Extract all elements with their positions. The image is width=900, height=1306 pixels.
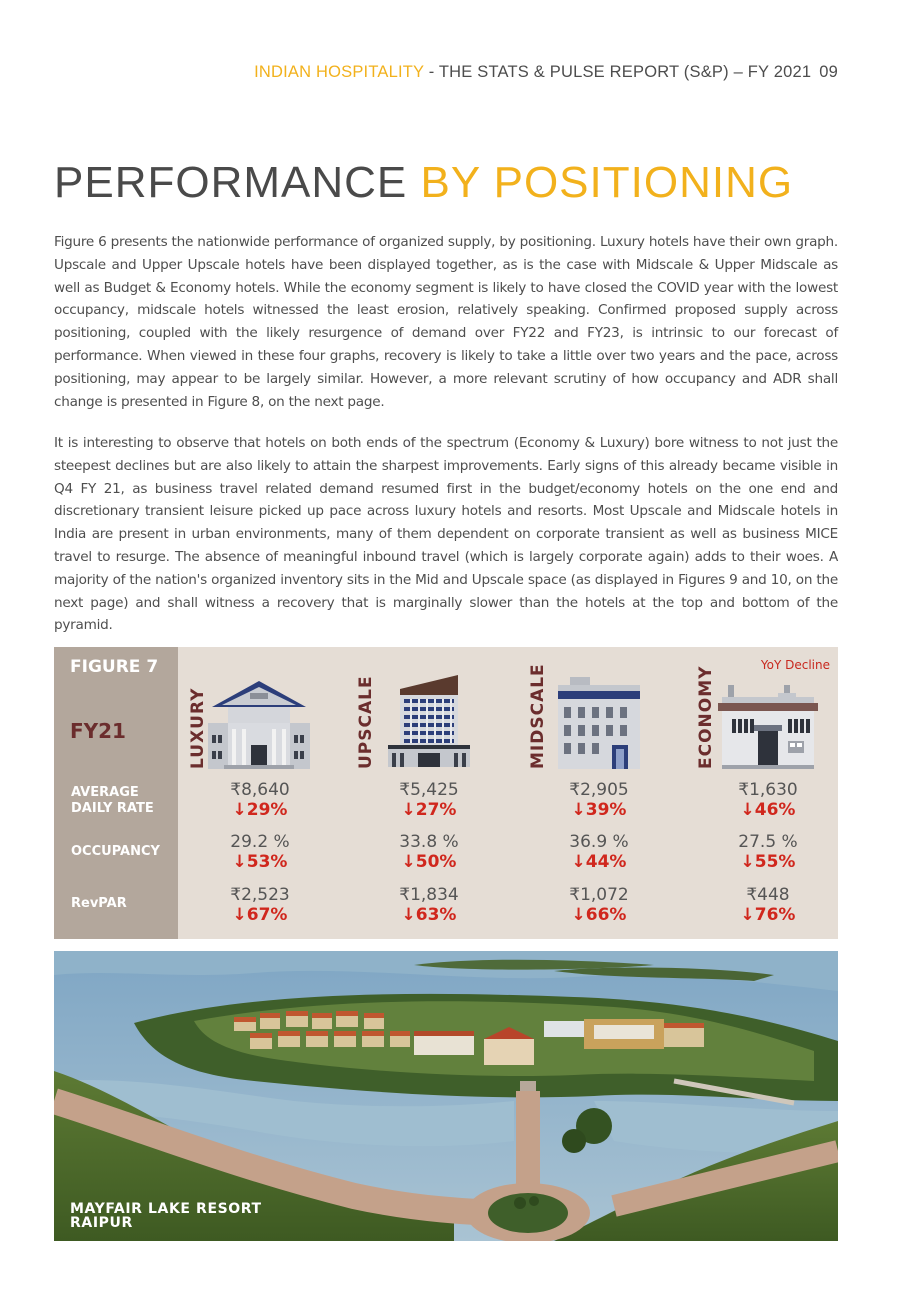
midscale-revpar-value: ₹1,072 bbox=[569, 885, 629, 905]
economy-occupancy-value: 27.5 % bbox=[738, 832, 798, 852]
luxury-revpar bbox=[205, 886, 315, 925]
segment-label-economy: ECONOMY bbox=[696, 665, 716, 769]
photo-caption-line-2: RAIPUR bbox=[70, 1215, 133, 1231]
body-paragraph-2: It is interesting to observe that hotels on both ends of the spectrum (Economy & Luxury) bore witness to not just the steepest declines but are also likely to attain the sharpest improvements. Early signs of this already became visible in Q4 FY 21, as business travel related demand resumed first in the budget/economy hotels on the one end and discretionary transient leisure picked up pace across luxury hotels and resorts. Most Upscale and Midscale hotels in India are present in urban environments, many of them dependent on corporate transient as well as business MICE travel to resurge. The absence of meaningful inbound travel (which is largely corporate again) adds to their woes. A majority of the nation's organized inventory sits in the Mid and Upscale space (as displayed in Figures 9 and 10, on the next page) and shall witness a recovery that is marginally slower than the hotels at the top and bottom of the pyramid. bbox=[54, 435, 838, 634]
luxury-occupancy bbox=[205, 833, 315, 872]
midscale-occupancy-value: 36.9 % bbox=[569, 832, 629, 852]
segment-label-luxury: LUXURY bbox=[188, 687, 208, 769]
header-report-title: - THE STATS & PULSE REPORT (S&P) – FY 2021 bbox=[423, 63, 812, 81]
upscale-adr-change: ↓27% bbox=[401, 800, 457, 820]
luxury-hotel-icon bbox=[208, 679, 310, 769]
midscale-adr-value: ₹2,905 bbox=[569, 780, 629, 800]
luxury-adr-value: ₹8,640 bbox=[230, 780, 290, 800]
economy-adr-change: ↓46% bbox=[740, 800, 796, 820]
economy-revpar-value: ₹448 bbox=[746, 885, 790, 905]
luxury-adr bbox=[205, 781, 315, 820]
title-part-1: PERFORMANCE bbox=[54, 158, 421, 207]
page-header bbox=[254, 63, 838, 82]
page-number: 09 bbox=[819, 63, 838, 81]
luxury-revpar-value: ₹2,523 bbox=[230, 885, 290, 905]
economy-adr-value: ₹1,630 bbox=[738, 780, 798, 800]
economy-hotel-icon bbox=[718, 683, 818, 769]
upscale-adr-value: ₹5,425 bbox=[399, 780, 459, 800]
luxury-adr-change: ↓29% bbox=[232, 800, 288, 820]
yoy-decline-legend: YoY Decline bbox=[760, 658, 830, 672]
upscale-revpar-value: ₹1,834 bbox=[399, 885, 459, 905]
page-title bbox=[54, 158, 793, 208]
upscale-hotel-icon bbox=[384, 673, 474, 769]
economy-adr bbox=[713, 781, 823, 820]
row-label-revpar: RevPAR bbox=[71, 896, 127, 911]
row-label-adr: AVERAGE DAILY RATE bbox=[71, 785, 154, 816]
economy-revpar-change: ↓76% bbox=[740, 905, 796, 925]
resort-aerial-illustration bbox=[54, 951, 838, 1241]
midscale-adr bbox=[544, 781, 654, 820]
figure-label: FIGURE 7 bbox=[70, 657, 159, 677]
luxury-occupancy-change: ↓53% bbox=[232, 852, 288, 872]
upscale-revpar-change: ↓63% bbox=[401, 905, 457, 925]
midscale-occupancy bbox=[544, 833, 654, 872]
midscale-hotel-icon bbox=[556, 675, 642, 769]
economy-occupancy bbox=[713, 833, 823, 872]
body-paragraph-1: Figure 6 presents the nationwide performance of organized supply, by positioning. Luxury hotels have their own graph. Upscale and Upper Upscale hotels have been displayed together, as is the case with Midscale & Upper Midscale as well as Budget & Economy hotels. While the economy segment is likely to have closed the COVID year with the lowest occupancy, midscale hotels witnessed the least erosion, relatively speaking. Confirmed proposed supply across positioning, coupled with the likely resurgence of demand over FY22 and FY23, is intrinsic to our forecast of performance. When viewed in these four graphs, recovery is likely to take a little over two years and the pace, across positioning, may appear to be largely similar. However, a more relevant scrutiny of how occupancy and ADR shall change is presented in Figure 8, on the next page. bbox=[54, 234, 838, 410]
upscale-occupancy bbox=[374, 833, 484, 872]
segment-label-upscale: UPSCALE bbox=[356, 675, 376, 769]
resort-aerial-photo bbox=[54, 951, 838, 1241]
header-brand: INDIAN HOSPITALITY bbox=[254, 63, 424, 81]
row-label-occupancy: OCCUPANCY bbox=[71, 844, 160, 859]
midscale-occupancy-change: ↓44% bbox=[571, 852, 627, 872]
title-part-2: BY POSITIONING bbox=[420, 158, 794, 207]
upscale-adr bbox=[374, 781, 484, 820]
upscale-occupancy-value: 33.8 % bbox=[399, 832, 459, 852]
luxury-occupancy-value: 29.2 % bbox=[230, 832, 290, 852]
figure-7-panel bbox=[54, 647, 838, 939]
segment-label-midscale: MIDSCALE bbox=[528, 663, 548, 769]
photo-caption-line-1: MAYFAIR LAKE RESORT bbox=[70, 1201, 262, 1217]
photo-caption bbox=[70, 1202, 262, 1230]
economy-revpar bbox=[713, 886, 823, 925]
economy-occupancy-change: ↓55% bbox=[740, 852, 796, 872]
luxury-revpar-change: ↓67% bbox=[232, 905, 288, 925]
midscale-revpar-change: ↓66% bbox=[571, 905, 627, 925]
figure-year: FY21 bbox=[70, 719, 126, 743]
figure-sidebar bbox=[54, 647, 178, 939]
upscale-occupancy-change: ↓50% bbox=[401, 852, 457, 872]
upscale-revpar bbox=[374, 886, 484, 925]
midscale-adr-change: ↓39% bbox=[571, 800, 627, 820]
midscale-revpar bbox=[544, 886, 654, 925]
